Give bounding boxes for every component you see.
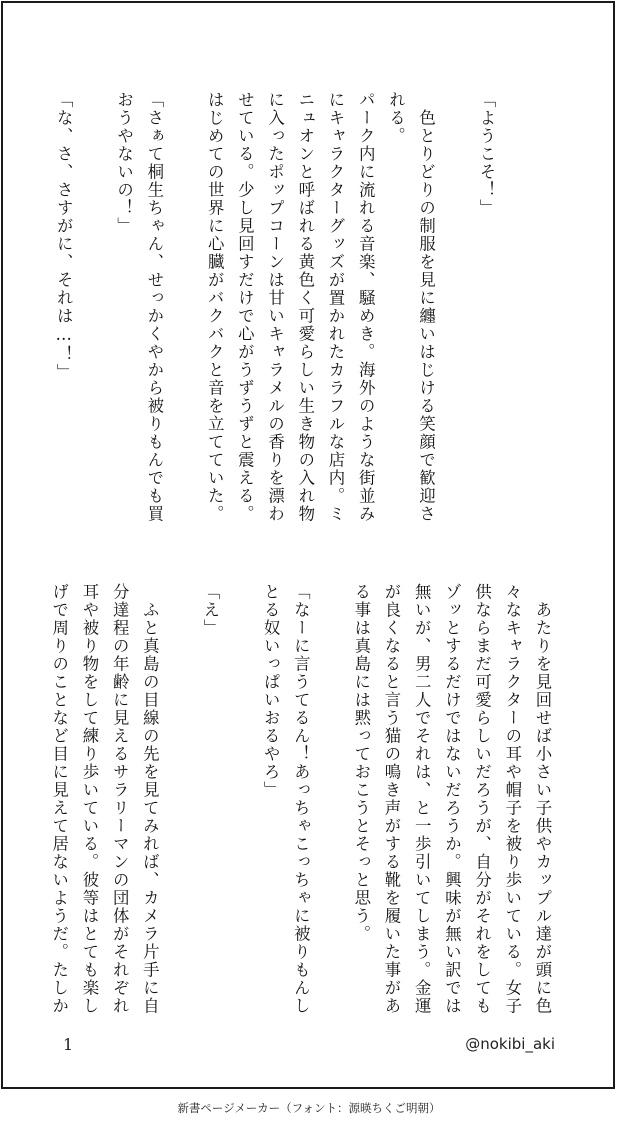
text-line: に入ったポップコーンは甘いキャラメルの香りを漂わ xyxy=(265,91,285,523)
text-line: せている。少し見回すだけで心がうずうずと震える。 xyxy=(235,91,255,523)
text-line: 「ようこそ！」 xyxy=(477,91,496,217)
text-line: とる奴いっぱいおるやろ」 xyxy=(261,583,281,799)
page-frame xyxy=(1,1,615,1089)
text-line: 耳や被り物をして練り歩いている。彼等はとても楽し xyxy=(79,583,99,1015)
text-line: パーク内に流れる音楽、騒めき。海外のような街並み xyxy=(356,91,376,523)
text-line xyxy=(441,91,471,523)
text-line xyxy=(164,583,194,1015)
text-line: る事は真島には黙っておこうとそっと思う。 xyxy=(351,583,371,943)
text-line xyxy=(315,583,345,1015)
text-line: 々なキャラクターの耳や帽子を被り歩いている。女子 xyxy=(502,583,522,1015)
text-line xyxy=(169,91,199,523)
text-line: ゾッとするだけではないだろうか。興味が無い訳では xyxy=(442,583,462,1015)
text-line: 無いが、男二人でそれは、と一歩引いてしまう。金運 xyxy=(412,583,432,1015)
text-line: が良くなると言う猫の鳴き声がする靴を履いた事があ xyxy=(381,583,401,1015)
text-line xyxy=(78,91,108,523)
text-line: にキャラクターグッズが置かれたカラフルな店内。ミ xyxy=(325,91,345,523)
text-line: 供ならまだ可愛らしいだろうが、自分がそれをしても xyxy=(472,583,492,1015)
text-line: れる。 xyxy=(386,91,406,145)
text-line: 「え」 xyxy=(200,583,220,637)
text-line: 「なーに言うてるん！あっちゃこっちゃに被りもんし xyxy=(291,583,311,1015)
credit-line: 新書ページメーカー（フォント：源暎ちくご明朝） xyxy=(177,1101,441,1115)
author-handle: @nokibi_aki xyxy=(465,1035,555,1053)
text-line: げで周りのことなど目に見えて居ないようだ。たしか xyxy=(49,583,69,1015)
text-line: ニュオンと呼ばれる黄色く可愛らしい生き物の入れ物 xyxy=(295,91,315,523)
upper-text-block xyxy=(41,91,501,523)
text-line: おうやないの！」 xyxy=(114,91,134,235)
text-line: あたりを見回せば小さい子供やカップル達が頭に色 xyxy=(533,583,552,1015)
page-number: 1 xyxy=(63,1035,74,1054)
text-line: 色とりどりの制服を見に纏いはじける笑顔で歓迎さ xyxy=(416,91,436,523)
text-line xyxy=(225,583,255,1015)
text-line: 「さぁて桐生ちゃん、せっかくやから被りもんでも買 xyxy=(144,91,164,523)
text-line: はじめての世界に心臓がバクバクと音を立てていた。 xyxy=(205,91,225,523)
text-line: ふと真島の目線の先を見てみれば、カメラ片手に自 xyxy=(140,583,160,1015)
text-line: 分達程の年齢に見えるサラリーマンの団体がそれぞれ xyxy=(110,583,130,1015)
text-line: 「な、さ、さすがに、それは…！」 xyxy=(54,91,74,382)
lower-text-block xyxy=(47,583,557,1015)
